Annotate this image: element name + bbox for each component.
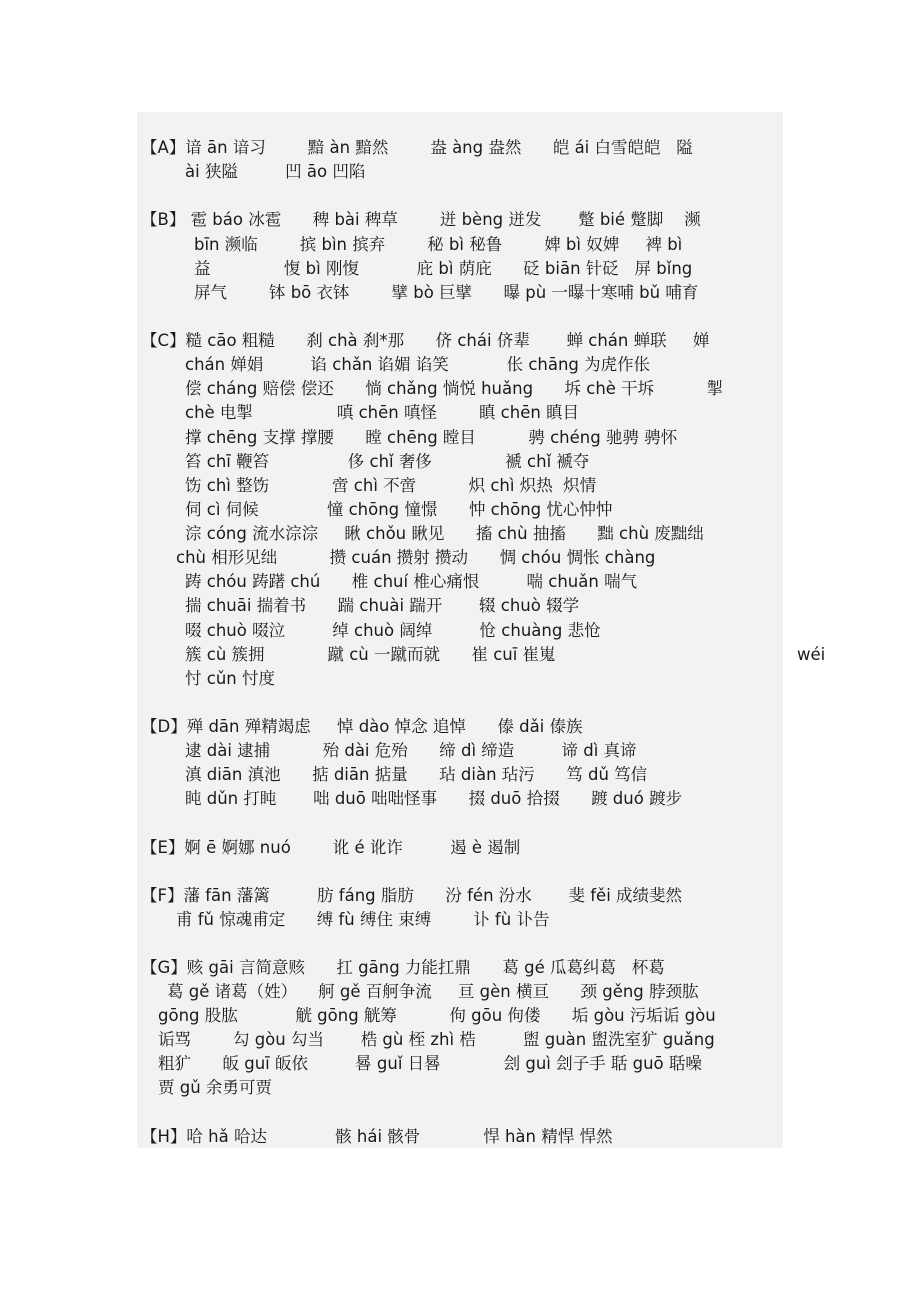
section-c-line: 伺 cì 伺候 憧 chōng 憧憬 忡 chōng 忧心忡忡 bbox=[185, 500, 613, 519]
section-a-line: 【A】谙 ān 谙习 黯 àn 黯然 盎 àng 盎然 皑 ái 白雪皑皑 隘 bbox=[141, 138, 693, 157]
section-c-line: chè 电掣 嗔 chēn 嗔怪 瞋 chēn 瞋目 bbox=[185, 403, 580, 422]
section-c-line: 啜 chuò 啜泣 绰 chuò 阔绰 怆 chuàng 悲怆 bbox=[185, 621, 601, 640]
section-g-line: 葛 gě 诸葛（姓） 舸 gě 百舸争流 亘 gèn 横亘 颈 gěng 脖颈肱 bbox=[167, 982, 699, 1001]
section-e-line: 【E】婀 ē 婀娜 nuó 讹 é 讹诈 遏 è 遏制 bbox=[141, 838, 521, 857]
section-d-line: 逮 dài 逮捕 殆 dài 危殆 缔 dì 缔造 谛 dì 真谛 bbox=[185, 741, 637, 760]
section-c-line: 揣 chuāi 揣着书 踹 chuài 踹开 辍 chuò 辍学 bbox=[185, 596, 580, 615]
section-c-line: 笞 chī 鞭笞 侈 chǐ 奢侈 褫 chǐ 褫夺 bbox=[185, 452, 590, 471]
section-b-line: 【B】 雹 báo 冰雹 稗 bài 稗草 迸 bèng 迸发 蹩 bié 蹩脚 濒 bbox=[141, 210, 701, 229]
section-c-line: 忖 cǔn 忖度 bbox=[185, 669, 275, 688]
section-a-line: ài 狭隘 凹 āo 凹陷 bbox=[185, 162, 366, 181]
section-c-line: chù 相形见绌 攒 cuán 攒射 攒动 惆 chóu 惆怅 chàng bbox=[176, 548, 656, 567]
section-c-line: 簇 cù 簇拥 蹴 cù 一蹴而就 崔 cuī 崔嵬 bbox=[185, 645, 556, 664]
section-c-line: 【C】糙 cāo 粗糙 刹 chà 刹*那 侪 chái 侪辈 蝉 chán 蝉联 婵 bbox=[141, 331, 710, 350]
section-d-line: 【D】殚 dān 殚精竭虑 悼 dào 悼念 追悼 傣 dǎi 傣族 bbox=[141, 717, 583, 736]
section-g-line: 贾 gǔ 余勇可贾 bbox=[158, 1078, 272, 1097]
section-g-line: 诟骂 勾 gòu 勾当 梏 gù 桎 zhì 梏 盥 guàn 盥洗室犷 guǎng bbox=[158, 1030, 715, 1049]
section-h-line: 【H】哈 hǎ 哈达 骸 hái 骸骨 悍 hàn 精悍 悍然 bbox=[141, 1127, 613, 1146]
section-c-line: 撑 chēng 支撑 撑腰 瞠 chēng 瞠目 骋 chéng 驰骋 骋怀 bbox=[185, 428, 678, 447]
section-c-line: 偿 cháng 赔偿 偿还 惝 chǎng 惝悦 huǎng 坼 chè 干坼 掣 bbox=[185, 379, 724, 398]
section-g-line: 【G】赅 gāi 言简意赅 扛 gāng 力能扛鼎 葛 gé 瓜葛纠葛 杯葛 bbox=[141, 958, 665, 977]
section-f-line: 甫 fǔ 惊魂甫定 缚 fù 缚住 束缚 讣 fù 讣告 bbox=[176, 910, 550, 929]
section-c-line: 淙 cóng 流水淙淙 瞅 chǒu 瞅见 搐 chù 抽搐 黜 chù 废黜绌 bbox=[185, 524, 704, 543]
section-b-line: 益 愎 bì 刚愎 庇 bì 荫庇 砭 biān 针砭 屏 bǐng bbox=[194, 259, 693, 278]
section-c-line: chán 婵娟 谄 chǎn 谄媚 谄笑 伥 chāng 为虎作伥 bbox=[185, 355, 651, 374]
section-d-line: 滇 diān 滇池 掂 diān 掂量 玷 diàn 玷污 笃 dǔ 笃信 bbox=[185, 765, 648, 784]
section-g-line: 粗犷 皈 guī 皈依 晷 guǐ 日晷 刽 guì 刽子手 聒 guō 聒噪 bbox=[158, 1054, 702, 1073]
section-b-line: 屏气 钵 bō 衣钵 擘 bò 巨擘 曝 pù 一曝十寒哺 bǔ 哺育 bbox=[194, 283, 699, 302]
section-d-line: 盹 dǔn 打盹 咄 duō 咄咄怪事 掇 duō 拾掇 踱 duó 踱步 bbox=[185, 789, 683, 808]
section-c-overflow-text: wéi bbox=[797, 645, 826, 664]
section-b-line: bīn 濒临 摈 bìn 摈弃 秘 bì 秘鲁 婢 bì 奴婢 裨 bì bbox=[194, 235, 683, 254]
section-g-line: gōng 股肱 觥 gōng 觥筹 佝 gōu 佝偻 垢 gòu 污垢诟 gòu bbox=[158, 1006, 716, 1025]
section-f-line: 【F】藩 fān 藩篱 肪 fáng 脂肪 汾 fén 汾水 斐 fěi 成绩斐然 bbox=[141, 886, 683, 905]
section-c-line: 踌 chóu 踌躇 chú 椎 chuí 椎心痛恨 喘 chuǎn 喘气 bbox=[185, 572, 638, 591]
section-c-line: 饬 chì 整饬 啻 chì 不啻 炽 chì 炽热 炽情 bbox=[185, 476, 597, 495]
